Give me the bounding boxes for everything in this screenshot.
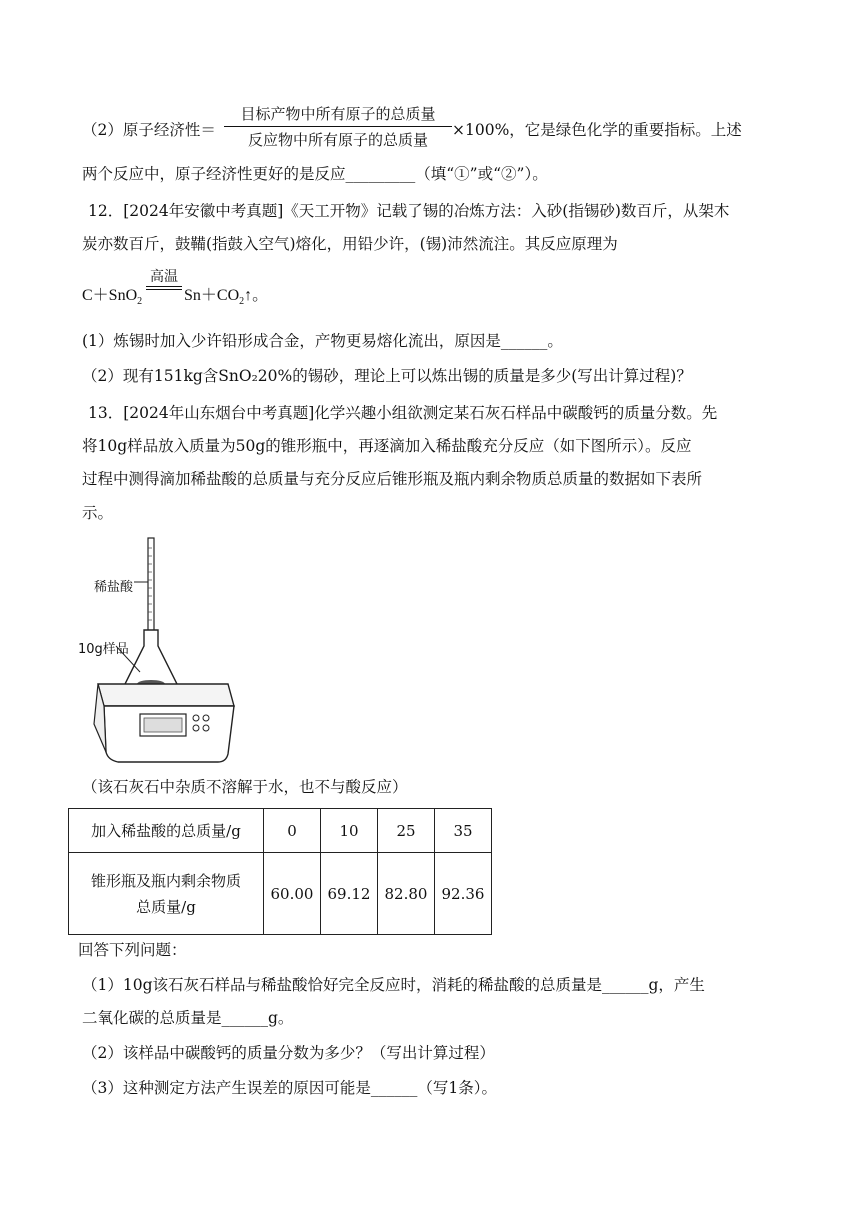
part2-line2: 两个反应中，原子经济性更好的是反应_________（填“①”或“②”）。 bbox=[82, 165, 548, 183]
row2-header bbox=[69, 853, 264, 935]
fraction-denominator: 反应物中所有原子的总质量 bbox=[247, 131, 428, 149]
q13-line1: 13．[2024年山东烟台中考真题]化学兴趣小组欲测定某石灰石样品中碳酸钙的质量分数。先 bbox=[88, 404, 718, 422]
q13-a2: （2）该样品中碳酸钙的质量分数为多少？（写出计算过程） bbox=[82, 1044, 495, 1062]
label-sample: 10g样品 bbox=[78, 642, 129, 657]
table-cell: 69.12 bbox=[321, 853, 378, 935]
impurity-note: （该石灰石中杂质不溶解于水，也不与酸反应） bbox=[82, 778, 408, 796]
atom-economy-fraction bbox=[224, 103, 452, 150]
row2-header-line2: 总质量/g bbox=[136, 897, 196, 916]
q13-line4: 示。 bbox=[82, 504, 114, 522]
part2-suffix: ×100%，它是绿色化学的重要指标。上述 bbox=[452, 121, 742, 139]
q13-line3: 过程中测得滴加稀盐酸的总质量与充分反应后锥形瓶及瓶内剩余物质总质量的数据如下表所 bbox=[82, 470, 703, 488]
subscript-2: 2 bbox=[137, 296, 143, 308]
equation-products: Sn＋CO bbox=[184, 287, 240, 304]
table-row bbox=[69, 853, 492, 935]
row2-header-line1: 锥形瓶及瓶内剩余物质 bbox=[90, 871, 241, 890]
fraction-bar bbox=[224, 126, 452, 127]
equation-reactants: C＋SnO bbox=[82, 287, 138, 304]
q12-line1: 12．[2024年安徽中考真题]《天工开物》记载了锡的冶炼方法：入砂(指锡砂)数百斤，从架木 bbox=[88, 202, 730, 220]
answer-intro: 回答下列问题： bbox=[78, 941, 187, 959]
fraction-numerator: 目标产物中所有原子的总质量 bbox=[240, 105, 436, 123]
table-cell: 35 bbox=[435, 809, 492, 853]
reaction-condition bbox=[146, 266, 182, 290]
part2-prefix: （2）原子经济性＝ bbox=[82, 121, 216, 139]
row1-header: 加入稀盐酸的总质量/g bbox=[69, 809, 264, 853]
q13-line2: 将10g样品放入质量为50g的锥形瓶中，再逐滴加入稀盐酸充分反应（如下图所示）。反应 bbox=[82, 437, 692, 455]
q13-a1-line2: 二氧化碳的总质量是______g。 bbox=[82, 1009, 294, 1027]
q13-a1-line1: （1）10g该石灰石样品与稀盐酸恰好完全反应时，消耗的稀盐酸的总质量是______g，产生 bbox=[82, 976, 705, 994]
q12-sub1: (1）炼锡时加入少许铅形成合金，产物更易熔化流出，原因是______。 bbox=[82, 332, 563, 350]
table-cell: 92.36 bbox=[435, 853, 492, 935]
apparatus-figure bbox=[78, 534, 338, 774]
q13-a3: （3）这种测定方法产生误差的原因可能是______（写1条）。 bbox=[82, 1079, 497, 1097]
reaction-equation bbox=[82, 282, 142, 307]
subscript-2b: 2 bbox=[239, 296, 245, 308]
equals-sign bbox=[146, 286, 182, 290]
table-cell: 0 bbox=[264, 809, 321, 853]
table-cell: 82.80 bbox=[378, 853, 435, 935]
q12-line2: 炭亦数百斤，鼓鞴(指鼓入空气)熔化，用铅少许，(锡)沛然流注。其反应原理为 bbox=[82, 235, 618, 253]
q12-sub2: （2）现有151kg含SnO₂20%的锡砂，理论上可以炼出锡的质量是多少(写出计算过程)？ bbox=[82, 367, 692, 385]
equation-products-wrap bbox=[184, 282, 268, 307]
condition-high-temp: 高温 bbox=[150, 269, 178, 285]
table-row bbox=[69, 809, 492, 853]
gas-arrow: ↑。 bbox=[244, 287, 269, 304]
table-cell: 25 bbox=[378, 809, 435, 853]
table-cell: 60.00 bbox=[264, 853, 321, 935]
table-cell: 10 bbox=[321, 809, 378, 853]
label-dilute-hcl: 稀盐酸 bbox=[94, 580, 134, 595]
data-table bbox=[68, 808, 492, 935]
